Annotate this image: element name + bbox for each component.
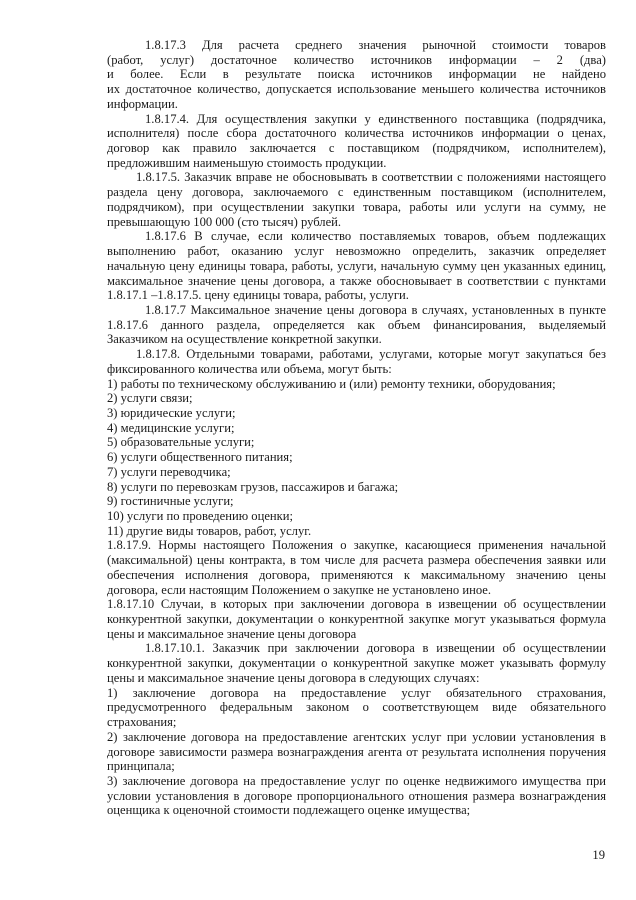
text-line: раздела цену договора, заключаемого с единственным поставщиком (исполнителем, — [107, 185, 606, 200]
list-item: 2) услуги связи; — [107, 391, 193, 406]
text-line: предложившим наименьшую стоимость продукции. — [107, 155, 387, 170]
list-item: 2) заключение договора на предоставление агентских услуг при условии установления в — [107, 729, 606, 744]
list-item: 1) заключение договора на предоставление услуг обязательного страхования, — [107, 685, 606, 700]
text-line: начальную цену единицы товара, работы, услуги, начальную сумму цен указанных единиц, — [107, 258, 606, 273]
list-item: 3) заключение договора на предоставление услуг по оценке недвижимого имущества при — [107, 773, 606, 788]
paragraph-1-8-17-3-line: 1.8.17.3 Для расчета среднего значения рыночной стоимости товаров — [145, 38, 606, 52]
text-line: принципала; — [107, 759, 175, 774]
paragraph-1-8-17-7-line: 1.8.17.7 Максимальное значение цены договора в случаях, установленных в пункте — [145, 302, 606, 317]
text-line: договор как правило заключается с поставщиком (подрядчиком, исполнителем), — [107, 141, 606, 156]
text-line: страхования; — [107, 715, 177, 730]
text-line: максимальное значение цены договора, а также обосновывает в соответствии с пунктами — [107, 273, 606, 288]
page-number: 19 — [592, 848, 605, 862]
list-item: 5) образовательные услуги; — [107, 435, 255, 450]
paragraph-1-8-17-5-line: 1.8.17.5. Заказчик вправе не обосновывать в соответствии с положениями настоящего — [136, 170, 606, 185]
list-item: 9) гостиничные услуги; — [107, 494, 234, 509]
text-line: договора, если настоящим Положением о закупке не установлено иное. — [107, 582, 492, 597]
list-item: 10) услуги по проведению оценки; — [107, 509, 294, 523]
text-line: оценщика к оценочной стоимости подлежащего оценке имущества; — [107, 803, 471, 818]
text-line: их достаточное количество, допускается использование меньшего количества источников — [107, 82, 606, 97]
text-line: информации. — [107, 96, 178, 111]
paragraph-1-8-17-4-line: 1.8.17.4. Для осуществления закупки у единственного поставщика (подрядчика, — [145, 111, 606, 126]
paragraph-1-8-17-9-line: 1.8.17.9. Нормы настоящего Положения о закупке, касающиеся применения начальной — [107, 538, 606, 553]
list-item: 7) услуги переводчика; — [107, 464, 231, 479]
list-item: 1) работы по техническому обслуживанию и (или) ремонту техники, оборудования; — [107, 376, 556, 391]
text-line: 1.8.17.6 данного раздела, определяется как объем финансирования, выделяемый — [107, 317, 606, 332]
text-line: фиксированного количества или объема, могут быть: — [107, 361, 392, 376]
document-body — [107, 38, 606, 818]
list-item: 8) услуги по перевозкам грузов, пассажиров и багажа; — [107, 479, 399, 494]
text-line: 1.8.17.1 –1.8.17.5. цену единицы товара, работы, услуги. — [107, 288, 409, 303]
text-line: исполнителя) после сбора достаточного количества источников информации о ценах, — [107, 126, 606, 141]
text-line: подрядчиком), при осуществлении закупки товара, работы или услуги на сумму, не — [107, 199, 606, 214]
paragraph-1-8-17-8-line: 1.8.17.8. Отдельными товарами, работами, услугами, которые могут закупаться без — [136, 347, 606, 362]
text-line: Заказчиком на осуществление конкретной закупки. — [107, 332, 382, 347]
text-line: договоре зависимости размера вознаграждения агента от результата исполнения поручения — [107, 744, 606, 759]
list-item: 6) услуги общественного питания; — [107, 450, 293, 465]
text-line: условии установления в договоре пропорционального отношения размера вознаграждения — [107, 788, 606, 803]
text-line: (работ, услуг) достаточное количество источников информации – 2 (два) — [107, 52, 606, 67]
text-line: обеспечения исполнения договора, применяются к максимальному значению цены — [107, 567, 606, 582]
paragraph-1-8-17-10-line: 1.8.17.10 Случаи, в которых при заключении договора в извещении об осуществлении — [107, 597, 606, 612]
paragraph-1-8-17-6-line: 1.8.17.6 В случае, если количество поставляемых товаров, объем подлежащих — [145, 229, 606, 244]
list-item: 11) другие виды товаров, работ, услуг. — [107, 523, 312, 538]
text-line: и более. Если в результате поиска источников информации не найдено — [107, 67, 606, 82]
list-item: 4) медицинские услуги; — [107, 420, 235, 435]
list-item: 3) юридические услуги; — [107, 405, 236, 420]
text-line: конкурентной закупки, документации о конкурентной закупке могут указываться формула — [107, 612, 606, 627]
text-line: превышающую 100 000 (сто тысяч) рублей. — [107, 214, 342, 229]
text-line: предусмотренного федеральным законом о соответствующем виде обязательного — [107, 700, 606, 715]
text-line: конкурентной закупки, документации о конкурентной закупке может указывать формулу — [107, 656, 606, 671]
text-line: выполнению работ, оказанию услуг невозможно определить, заказчик определяет — [107, 244, 606, 259]
text-line: цены и максимальное значение цены договора — [107, 626, 357, 641]
text-line: цены и максимальное значение цены договора в следующих случаях: — [107, 670, 480, 685]
text-line: (максимальной) цены контракта, в том числе для расчета размера обеспечения заявки или — [107, 553, 606, 568]
paragraph-1-8-17-10-1-line: 1.8.17.10.1. Заказчик при заключении договора в извещении об осуществлении — [145, 641, 606, 656]
